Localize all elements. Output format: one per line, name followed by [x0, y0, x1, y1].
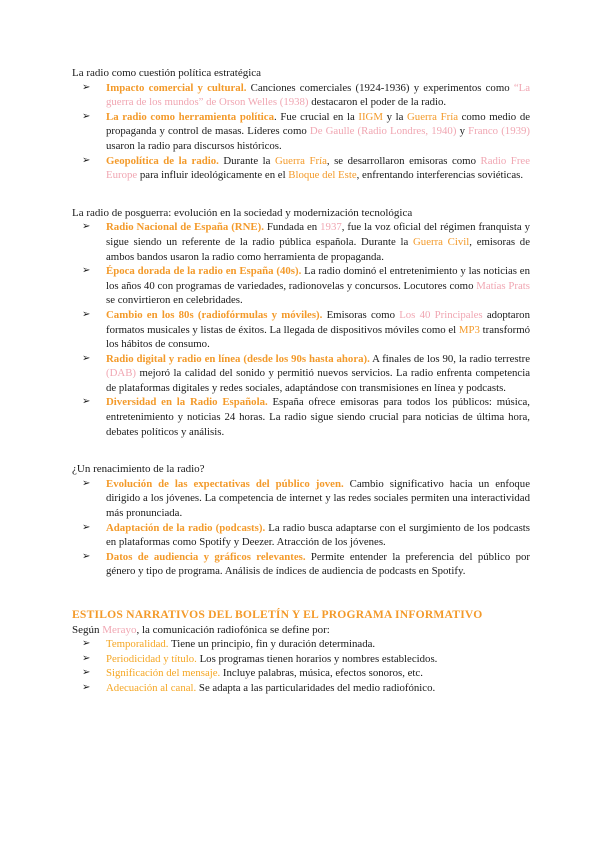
section-renaissance — [72, 462, 530, 579]
list-item — [72, 521, 530, 550]
list-item — [72, 477, 530, 521]
list-item — [72, 308, 530, 352]
list-item — [72, 652, 530, 667]
highlight-pink: De Gaulle (Radio Londres, 1940) — [309, 125, 457, 138]
item-title: Significación del mensaje. — [106, 667, 221, 680]
arrow-bullet-icon: ➢ — [82, 265, 91, 277]
arrow-bullet-icon: ➢ — [82, 638, 91, 650]
highlight-pink: 1937 — [320, 221, 342, 234]
arrow-bullet-icon: ➢ — [82, 154, 91, 166]
item-text: transformó los hábitos de consumo. — [106, 323, 530, 351]
highlight-pink: Matías Prats — [476, 279, 530, 292]
highlight-orange: Bloque del Este — [288, 169, 357, 182]
item-title: Datos de audiencia y gráficos relevantes. — [106, 550, 306, 563]
item-text: A finales de los 90, la radio terrestre — [369, 352, 530, 365]
highlight-pink: Los 40 Principales — [399, 308, 483, 321]
arrow-bullet-icon: ➢ — [82, 667, 91, 679]
section-heading: ¿Un renacimiento de la radio? — [72, 463, 205, 476]
intro-text: , la comunicación radiofónica se define por: — [136, 623, 330, 636]
highlight-orange: Guerra Civil — [413, 235, 470, 248]
item-text: Emisoras como — [322, 308, 400, 321]
section-title: ESTILOS NARRATIVOS DEL BOLETÍN Y EL PROGRAMA INFORMATIVO — [72, 608, 483, 621]
item-text: como medio de propaganda y control de masas. Líderes como — [106, 110, 531, 138]
arrow-bullet-icon: ➢ — [82, 110, 91, 122]
item-title: Periodicidad y título. — [106, 652, 197, 665]
item-text: Se adapta a las particularidades del medio radiofónico. — [196, 681, 436, 694]
item-text: se convirtieron en celebridades. — [106, 294, 243, 307]
item-title: Impacto comercial y cultural. — [106, 81, 247, 94]
item-text: y la — [382, 110, 407, 123]
item-text: adoptaron formatos musicales y listas de éxitos. La llegada de dispositivos móviles como el — [106, 308, 530, 336]
item-title: Adecuación al canal. — [106, 681, 197, 694]
item-text: , enfrentando interferencias soviéticas. — [356, 169, 524, 182]
document-content — [72, 66, 530, 696]
item-text: España ofrece emisoras para todos los públicos: música, entretenimiento y noticias 24 horas. La radio sigue siendo crucial para noticias de última hora, debates políticos y análisis. — [106, 396, 530, 438]
list-item — [72, 666, 530, 681]
arrow-bullet-icon: ➢ — [82, 352, 91, 364]
section-heading: La radio de posguerra: evolución en la sociedad y modernización tecnológica — [72, 206, 413, 219]
item-text: , fue la voz oficial del régimen franquista y sigue siendo un referente de la radio pública española. Durante la — [106, 221, 530, 248]
arrow-bullet-icon: ➢ — [82, 652, 91, 664]
item-title: Evolución de las expectativas del público joven. — [106, 477, 344, 490]
intro-text: Según — [72, 623, 103, 636]
item-text: Incluye palabras, música, efectos sonoros, etc. — [220, 667, 423, 680]
item-text: Fundada en — [263, 221, 321, 234]
list-item — [72, 81, 530, 110]
item-text: Canciones comerciales (1924-1936) y experimentos como — [246, 81, 514, 94]
highlight-pink: Franco (1939) — [468, 125, 530, 138]
item-title: Diversidad en la Radio Española. — [106, 396, 268, 409]
item-text: y — [456, 125, 469, 138]
highlight-orange: Guerra Fría — [274, 154, 327, 167]
item-title: Temporalidad. — [106, 638, 169, 651]
item-title: Adaptación de la radio (podcasts). — [106, 521, 266, 534]
item-text: usaron la radio para discursos históricos. — [106, 139, 282, 152]
item-text: para influir ideológicamente en el — [137, 169, 289, 182]
item-text: La radio busca adaptarse con el surgimiento de los podcasts en plataformas como Spotify y Deezer. Atracción de los jóvenes. — [106, 521, 531, 549]
item-title: La radio como herramienta política — [106, 110, 275, 123]
arrow-bullet-icon: ➢ — [82, 681, 91, 693]
section-political — [72, 66, 530, 183]
list-item — [72, 681, 530, 696]
highlight-pink: “La guerra de los mundos” de Orson Welles (1938) — [106, 81, 531, 109]
highlight-orange: Guerra Fría — [407, 110, 458, 123]
arrow-bullet-icon: ➢ — [82, 550, 91, 562]
item-title: Radio digital y radio en línea (desde los 90s hasta ahora). — [106, 352, 370, 365]
highlight-pink: Merayo — [102, 623, 137, 636]
arrow-bullet-icon: ➢ — [82, 81, 91, 93]
list-item — [72, 395, 530, 439]
arrow-bullet-icon: ➢ — [82, 521, 91, 533]
highlight-pink: (DAB) — [106, 367, 136, 380]
item-text: mejoró la calidad del sonido y permitió nuevos servicios. La radio enfrenta competencia de plataformas digitales y redes sociales, adaptándose con transmisiones en línea y podcasts. — [106, 367, 530, 394]
bullet-list — [72, 220, 530, 439]
arrow-bullet-icon: ➢ — [82, 477, 91, 489]
item-text: La radio dominó el entretenimiento y las noticias en los años 40 con programas de variedades, radionovelas y concursos. Locutores como — [106, 265, 531, 292]
item-text: , se desarrollaron emisoras como — [326, 154, 481, 167]
list-item — [72, 154, 530, 183]
list-item — [72, 550, 530, 579]
item-text: Durante la — [218, 154, 275, 167]
list-item — [72, 264, 530, 308]
item-text: Los programas tienen horarios y nombres establecidos. — [196, 652, 438, 665]
section-postwar — [72, 206, 530, 440]
highlight-orange: IIGM — [358, 110, 383, 123]
item-text: Cambio significativo hacia un enfoque dirigido a los jóvenes. La competencia de internet y las redes sociales permiten una interactividad más pronunciada. — [106, 477, 530, 520]
section-narrative-styles — [72, 608, 530, 696]
bullet-list — [72, 637, 530, 695]
list-item — [72, 110, 530, 154]
section-heading: La radio como cuestión política estratégica — [72, 67, 262, 79]
list-item — [72, 352, 530, 396]
item-title: Geopolítica de la radio. — [106, 154, 219, 167]
bullet-list — [72, 81, 530, 183]
highlight-pink: Radio Free Europe — [106, 154, 530, 182]
item-text: . Fue crucial en la — [274, 110, 359, 123]
list-item — [72, 637, 530, 652]
item-title: Cambio en los 80s (radiofórmulas y móviles). — [106, 308, 323, 321]
arrow-bullet-icon: ➢ — [82, 396, 91, 408]
item-title: Época dorada de la radio en España (40s). — [106, 265, 302, 278]
section-intro — [72, 623, 530, 638]
arrow-bullet-icon: ➢ — [82, 308, 91, 320]
list-item — [72, 220, 530, 264]
item-text: , emisoras de ambos bandos usaron la radio como herramienta de propaganda. — [106, 235, 530, 263]
item-text: Permite entender la preferencia del público por género y tipo de programa. Análisis de índices de audiencia de podcasts en Spotify. — [106, 550, 530, 578]
item-text: Tiene un principio, fin y duración determinada. — [168, 638, 376, 651]
bullet-list — [72, 477, 530, 579]
item-text: destacaron el poder de la radio. — [308, 96, 447, 109]
highlight-orange: MP3 — [458, 323, 480, 336]
item-title: Radio Nacional de España (RNE). — [106, 221, 264, 234]
arrow-bullet-icon: ➢ — [82, 221, 91, 233]
